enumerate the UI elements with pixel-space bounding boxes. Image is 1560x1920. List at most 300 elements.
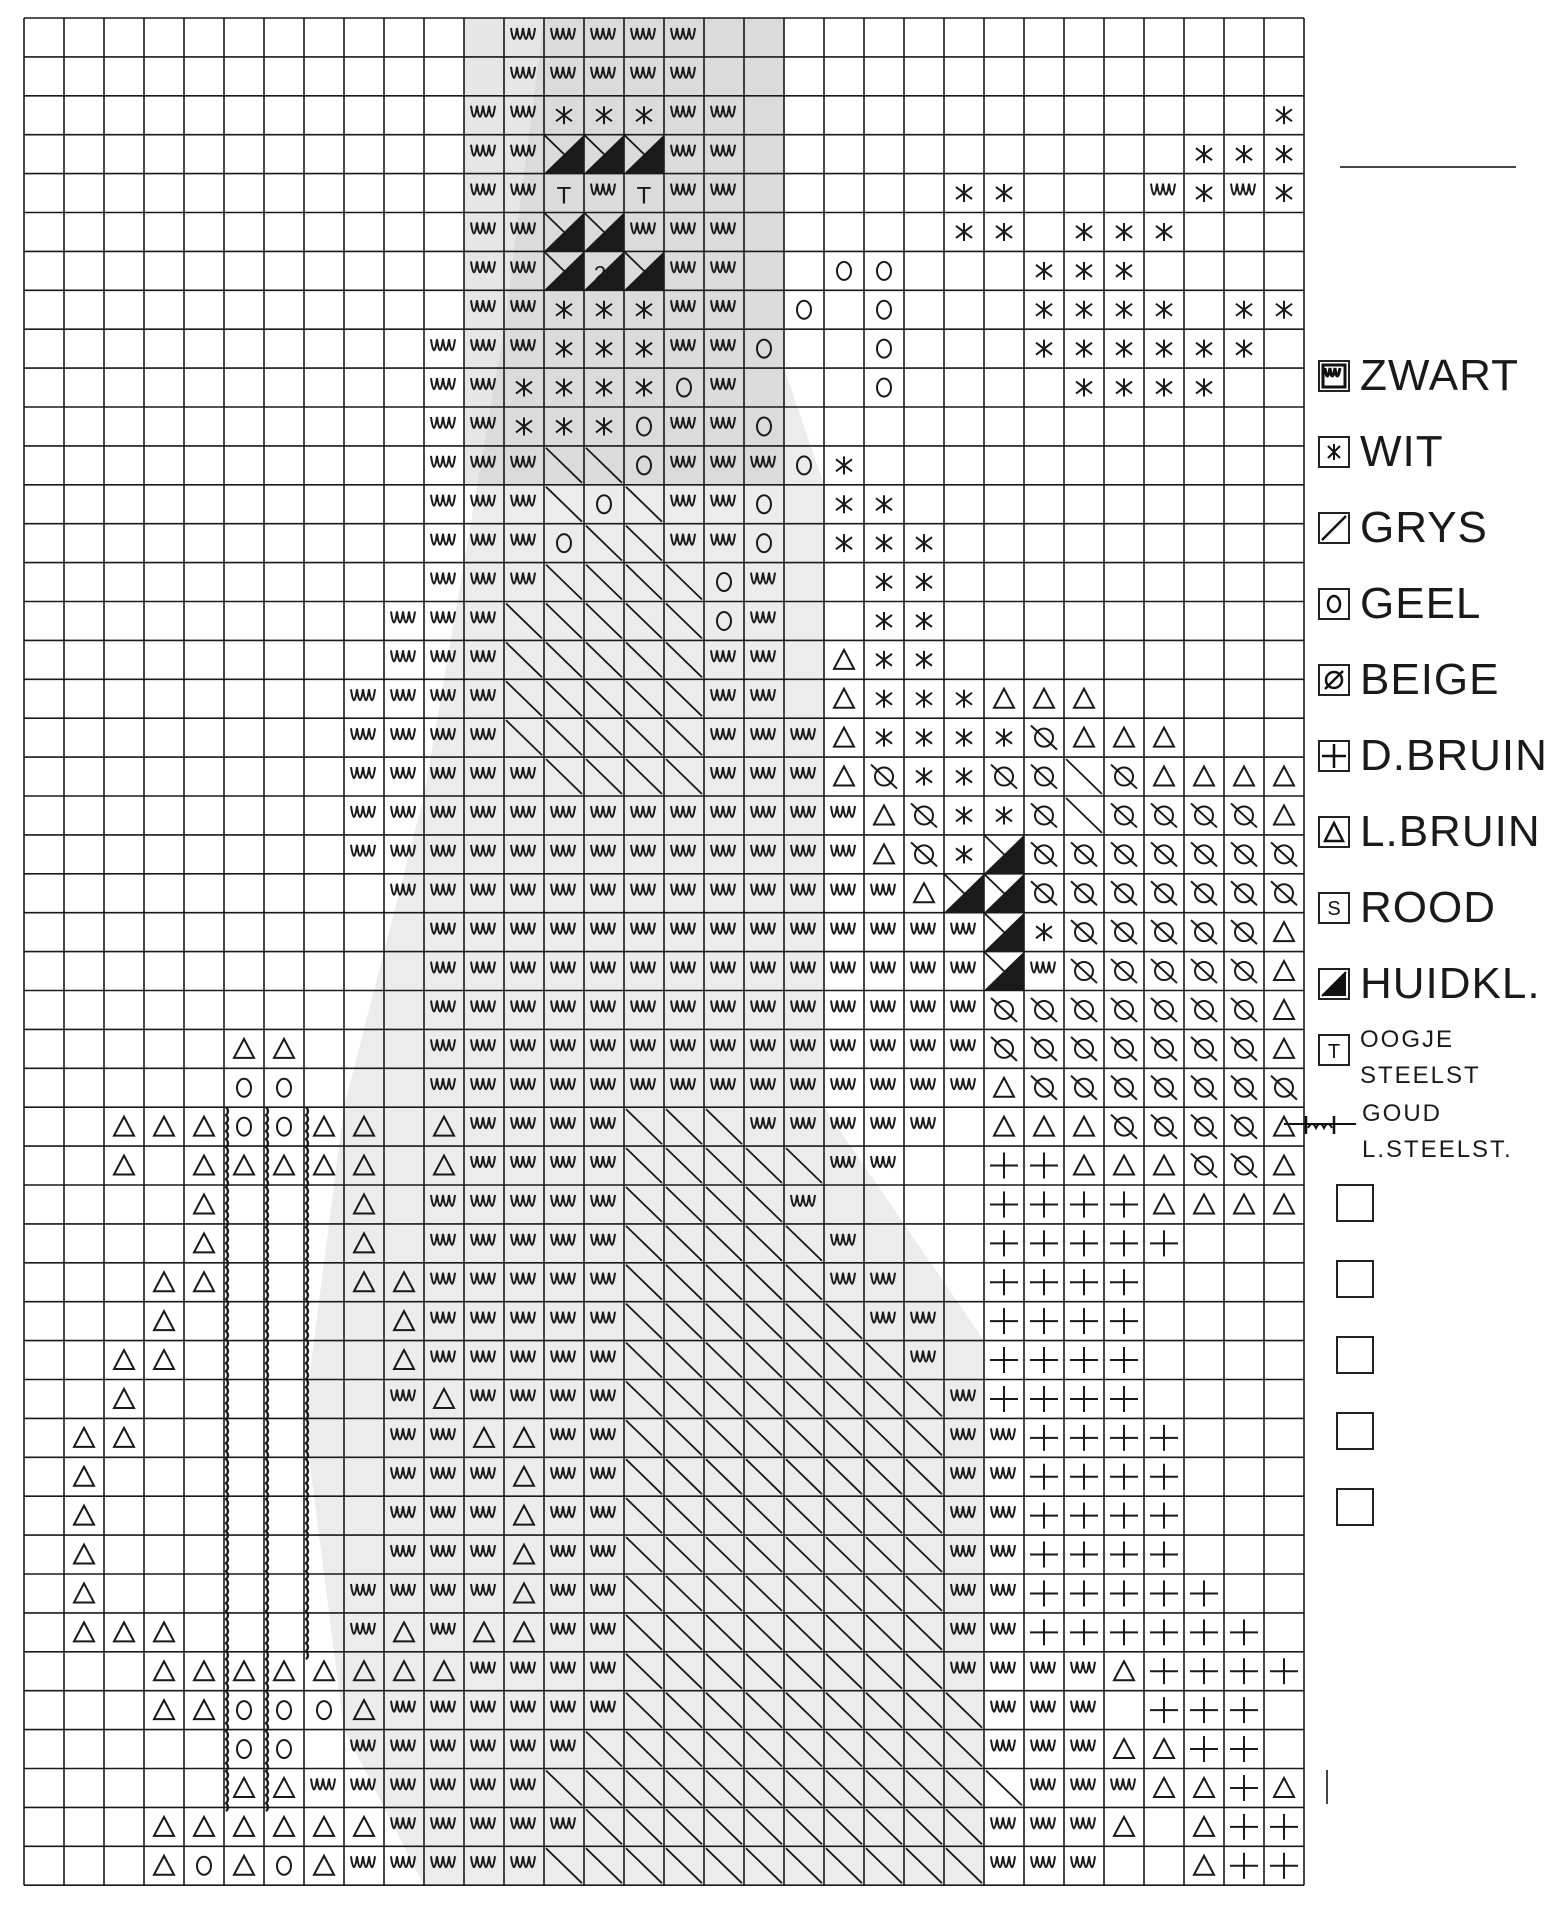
geel-stitch xyxy=(277,1701,291,1719)
zwart-stitch xyxy=(1071,1662,1095,1673)
empty-legend-slots xyxy=(1318,1184,1554,1526)
zwart-stitch xyxy=(871,1156,895,1167)
zwart-stitch xyxy=(991,1467,1015,1478)
wit-stitch xyxy=(1076,301,1092,319)
geel-stitch xyxy=(317,1701,331,1719)
zwart-stitch xyxy=(951,1039,975,1050)
lbruin-stitch xyxy=(1154,1739,1174,1758)
zwart-stitch xyxy=(1031,962,1055,973)
wit-stitch xyxy=(1236,145,1252,163)
legend-label: ZWART xyxy=(1360,351,1519,400)
legend-oogje xyxy=(1318,1022,1554,1096)
wit-stitch xyxy=(876,612,892,630)
zwart-stitch xyxy=(1031,1662,1055,1673)
zwart-stitch xyxy=(1231,184,1255,195)
zwart-stitch xyxy=(951,1001,975,1012)
dbruin-stitch xyxy=(990,1153,1018,1179)
geel-stitch xyxy=(877,340,891,358)
zwart-stitch xyxy=(431,495,455,506)
lbruin-stitch xyxy=(154,1661,174,1680)
lbruin-stitch xyxy=(1194,1194,1214,1213)
dbruin-stitch xyxy=(1110,1269,1138,1295)
zwart-stitch xyxy=(991,1662,1015,1673)
geel-stitch xyxy=(877,262,891,280)
oogje-key-icon xyxy=(1318,1034,1350,1066)
wit-stitch xyxy=(1116,379,1132,397)
zwart-stitch xyxy=(431,456,455,467)
dbruin-stitch xyxy=(1030,1580,1058,1606)
dbruin-stitch xyxy=(1150,1542,1178,1568)
geel-stitch xyxy=(877,301,891,319)
lbruin-stitch xyxy=(314,1856,334,1875)
zwart-stitch xyxy=(431,573,455,584)
lbruin-stitch xyxy=(1034,689,1054,708)
empty-key-icon xyxy=(1336,1336,1374,1374)
legend-label: GOUD xyxy=(1362,1100,1442,1127)
dbruin-stitch xyxy=(1190,1619,1218,1645)
wit-stitch xyxy=(916,534,932,552)
zwart-stitch xyxy=(871,1039,895,1050)
zwart-stitch xyxy=(431,378,455,389)
wit-stitch xyxy=(1196,379,1212,397)
dbruin-stitch xyxy=(1110,1347,1138,1373)
wit-stitch xyxy=(1196,145,1212,163)
dbruin-stitch xyxy=(1270,1853,1298,1879)
wit-stitch xyxy=(1276,145,1292,163)
lbruin-stitch xyxy=(1274,1000,1294,1019)
legend-label: HUIDKL. xyxy=(1360,959,1541,1008)
lbruin-stitch xyxy=(1114,1739,1134,1758)
wit-stitch xyxy=(1156,223,1172,241)
zwart-stitch xyxy=(351,767,375,778)
legend-label: L.BRUIN xyxy=(1360,807,1541,856)
zwart-stitch xyxy=(991,1856,1015,1867)
lbruin-stitch xyxy=(74,1428,94,1447)
zwart-stitch xyxy=(351,1856,375,1867)
wit-stitch xyxy=(1076,340,1092,358)
wit-stitch xyxy=(956,806,972,824)
zwart-stitch xyxy=(991,1740,1015,1751)
geel-stitch xyxy=(277,1857,291,1875)
huidkl-key-icon xyxy=(1318,968,1350,1000)
wit-stitch xyxy=(1156,340,1172,358)
zwart-stitch xyxy=(991,1701,1015,1712)
lbruin-stitch xyxy=(114,1389,134,1408)
lbruin-stitch xyxy=(74,1583,94,1602)
lbruin-stitch xyxy=(1074,728,1094,747)
wit-stitch xyxy=(1276,184,1292,202)
zwart-stitch xyxy=(911,1117,935,1128)
zwart-stitch xyxy=(991,1817,1015,1828)
dbruin-stitch xyxy=(1030,1542,1058,1568)
wit-stitch xyxy=(836,456,852,474)
zwart-stitch xyxy=(391,689,415,700)
zwart-stitch xyxy=(871,1078,895,1089)
zwart-stitch xyxy=(391,728,415,739)
wit-stitch xyxy=(836,534,852,552)
lbruin-stitch xyxy=(314,1117,334,1136)
zwart-stitch xyxy=(831,884,855,895)
wit-stitch xyxy=(1116,301,1132,319)
dbruin-stitch xyxy=(1110,1503,1138,1529)
wit-stitch xyxy=(1196,340,1212,358)
wit-key-icon xyxy=(1318,436,1350,468)
geel-stitch xyxy=(237,1740,251,1758)
empty-key-icon xyxy=(1336,1260,1374,1298)
legend-beige xyxy=(1318,642,1554,718)
lbruin-stitch xyxy=(994,1078,1014,1097)
zwart-stitch xyxy=(871,884,895,895)
geel-stitch xyxy=(837,262,851,280)
pencil-mark xyxy=(1326,1770,1328,1804)
geel-stitch xyxy=(197,1857,211,1875)
lbruin-stitch xyxy=(1034,1117,1054,1136)
dbruin-stitch xyxy=(990,1230,1018,1256)
legend-label: OOGJE xyxy=(1360,1026,1455,1053)
dbruin-stitch xyxy=(1150,1580,1178,1606)
zwart-stitch xyxy=(831,962,855,973)
lbruin-stitch xyxy=(234,1039,254,1058)
zwart-stitch xyxy=(951,1078,975,1089)
wit-stitch xyxy=(956,768,972,786)
wit-stitch xyxy=(916,612,932,630)
wit-stitch xyxy=(1036,923,1052,941)
lbruin-stitch xyxy=(274,1039,294,1058)
grys-stitch xyxy=(1066,759,1102,794)
zwart-stitch xyxy=(951,962,975,973)
lbruin-stitch xyxy=(1274,805,1294,824)
legend-label: BEIGE xyxy=(1360,655,1500,704)
dbruin-stitch xyxy=(1110,1464,1138,1490)
dbruin-stitch xyxy=(1030,1425,1058,1451)
wit-stitch xyxy=(996,223,1012,241)
grys-stitch xyxy=(986,1771,1022,1806)
goud-backstitch xyxy=(266,1107,268,1811)
zwart-stitch xyxy=(431,534,455,545)
lbruin-key-icon xyxy=(1318,816,1350,848)
lbruin-stitch xyxy=(834,650,854,669)
dbruin-stitch xyxy=(1030,1308,1058,1334)
lbruin-stitch xyxy=(194,1194,214,1213)
wit-stitch xyxy=(1036,262,1052,280)
zwart-stitch xyxy=(911,1001,935,1012)
dbruin-stitch xyxy=(1070,1308,1098,1334)
zwart-stitch xyxy=(1031,1740,1055,1751)
lbruin-stitch xyxy=(154,1350,174,1369)
dbruin-stitch xyxy=(1230,1775,1258,1801)
zwart-stitch xyxy=(991,1506,1015,1517)
empty-key-icon xyxy=(1336,1412,1374,1450)
dbruin-stitch xyxy=(1030,1230,1058,1256)
dbruin-stitch xyxy=(1070,1191,1098,1217)
dbruin-stitch xyxy=(1110,1308,1138,1334)
dbruin-stitch xyxy=(1070,1464,1098,1490)
dbruin-stitch xyxy=(1270,1814,1298,1840)
dbruin-stitch xyxy=(1270,1658,1298,1684)
legend-label: GRYS xyxy=(1360,503,1488,552)
dbruin-stitch xyxy=(990,1386,1018,1412)
lbruin-stitch xyxy=(1274,1039,1294,1058)
lbruin-stitch xyxy=(74,1467,94,1486)
dbruin-stitch xyxy=(1070,1503,1098,1529)
zwart-stitch xyxy=(1151,184,1175,195)
zwart-stitch xyxy=(431,339,455,350)
zwart-stitch xyxy=(1031,1701,1055,1712)
wit-stitch xyxy=(876,729,892,747)
zwart-stitch xyxy=(1071,1856,1095,1867)
legend-lbruin xyxy=(1318,794,1554,870)
dbruin-stitch xyxy=(990,1308,1018,1334)
zwart-stitch xyxy=(1071,1817,1095,1828)
dbruin-stitch xyxy=(1030,1464,1058,1490)
zwart-stitch xyxy=(351,806,375,817)
zwart-stitch xyxy=(831,1078,855,1089)
geel-stitch xyxy=(277,1740,291,1758)
goud-backstitch xyxy=(306,1107,308,1659)
dbruin-stitch xyxy=(1110,1619,1138,1645)
lbruin-stitch xyxy=(154,1817,174,1836)
wit-stitch xyxy=(1236,340,1252,358)
lbruin-stitch xyxy=(314,1661,334,1680)
empty-key-icon xyxy=(1336,1488,1374,1526)
zwart-stitch xyxy=(911,962,935,973)
legend-label: ROOD xyxy=(1360,883,1496,932)
wit-stitch xyxy=(916,651,932,669)
wit-stitch xyxy=(956,223,972,241)
lbruin-stitch xyxy=(154,1311,174,1330)
zwart-stitch xyxy=(1071,1701,1095,1712)
zwart-stitch xyxy=(831,923,855,934)
dbruin-stitch xyxy=(1150,1503,1178,1529)
wit-stitch xyxy=(1116,223,1132,241)
dbruin-stitch xyxy=(1230,1814,1258,1840)
oogje-stitch: T xyxy=(556,182,572,210)
zwart-stitch xyxy=(991,1545,1015,1556)
oogje-stitch: T xyxy=(636,182,652,210)
lbruin-stitch xyxy=(274,1817,294,1836)
lbruin-stitch xyxy=(834,728,854,747)
lbruin-stitch xyxy=(74,1622,94,1641)
zwart-key-icon xyxy=(1318,360,1350,392)
lbruin-stitch xyxy=(1274,1194,1294,1213)
zwart-stitch xyxy=(391,806,415,817)
wit-stitch xyxy=(876,651,892,669)
zwart-stitch xyxy=(991,1623,1015,1634)
wit-stitch xyxy=(1196,184,1212,202)
dbruin-stitch xyxy=(1150,1658,1178,1684)
lbruin-stitch xyxy=(1154,728,1174,747)
wit-stitch xyxy=(996,729,1012,747)
wit-stitch xyxy=(1076,262,1092,280)
geel-stitch xyxy=(237,1079,251,1097)
dbruin-stitch xyxy=(1030,1386,1058,1412)
zwart-stitch xyxy=(1071,1779,1095,1790)
zwart-stitch xyxy=(991,1584,1015,1595)
dbruin-stitch xyxy=(1070,1347,1098,1373)
dbruin-stitch xyxy=(990,1191,1018,1217)
goud-backstitch xyxy=(226,1107,228,1811)
geel-key-icon xyxy=(1318,588,1350,620)
zwart-stitch xyxy=(911,1039,935,1050)
lbruin-stitch xyxy=(154,1622,174,1641)
dbruin-stitch xyxy=(1230,1697,1258,1723)
dbruin-stitch xyxy=(1070,1580,1098,1606)
dbruin-key-icon xyxy=(1318,740,1350,772)
lbruin-stitch xyxy=(114,1156,134,1175)
dbruin-stitch xyxy=(1110,1230,1138,1256)
zwart-stitch xyxy=(831,1039,855,1050)
lbruin-stitch xyxy=(234,1817,254,1836)
wit-stitch xyxy=(1236,301,1252,319)
lbruin-stitch xyxy=(354,1817,374,1836)
lbruin-stitch xyxy=(1114,1817,1134,1836)
lbruin-stitch xyxy=(114,1117,134,1136)
wit-stitch xyxy=(1116,340,1132,358)
dbruin-stitch xyxy=(1070,1269,1098,1295)
lbruin-stitch xyxy=(1154,1778,1174,1797)
dbruin-stitch xyxy=(1230,1853,1258,1879)
lbruin-stitch xyxy=(1274,767,1294,786)
lbruin-stitch xyxy=(1114,1661,1134,1680)
zwart-stitch xyxy=(991,1428,1015,1439)
legend-goud xyxy=(1282,1096,1554,1170)
lbruin-stitch xyxy=(274,1778,294,1797)
pencil-mark xyxy=(1340,166,1516,168)
zwart-stitch xyxy=(911,923,935,934)
oogje-symbol: T xyxy=(1327,1041,1341,1063)
lbruin-stitch xyxy=(1194,1817,1214,1836)
lbruin-stitch xyxy=(194,1272,214,1291)
legend-label: GEEL xyxy=(1360,579,1482,628)
dbruin-stitch xyxy=(1070,1425,1098,1451)
legend-dbruin xyxy=(1318,718,1554,794)
lbruin-stitch xyxy=(194,1661,214,1680)
wit-stitch xyxy=(996,806,1012,824)
lbruin-stitch xyxy=(234,1778,254,1797)
lbruin-stitch xyxy=(154,1272,174,1291)
lbruin-stitch xyxy=(234,1156,254,1175)
lbruin-stitch xyxy=(1234,767,1254,786)
zwart-stitch xyxy=(431,417,455,428)
lbruin-stitch xyxy=(154,1117,174,1136)
dbruin-stitch xyxy=(1110,1542,1138,1568)
lbruin-stitch xyxy=(834,767,854,786)
lbruin-stitch xyxy=(114,1350,134,1369)
legend-wit xyxy=(1318,414,1554,490)
zwart-stitch xyxy=(311,1779,335,1790)
lbruin-stitch xyxy=(834,689,854,708)
legend xyxy=(1318,338,1554,1564)
wit-stitch xyxy=(956,690,972,708)
dbruin-stitch xyxy=(1230,1619,1258,1645)
goud-line-icon xyxy=(1282,1106,1358,1146)
lbruin-stitch xyxy=(194,1156,214,1175)
legend-huidkl xyxy=(1318,946,1554,1022)
lbruin-stitch xyxy=(1154,1156,1174,1175)
zwart-stitch xyxy=(1071,1740,1095,1751)
wit-stitch xyxy=(1036,301,1052,319)
grys-key-icon xyxy=(1318,512,1350,544)
lbruin-stitch xyxy=(1274,922,1294,941)
wit-stitch xyxy=(916,690,932,708)
rood-symbol: S xyxy=(1327,898,1341,920)
lbruin-stitch xyxy=(1074,1156,1094,1175)
rood-key-icon xyxy=(1318,892,1350,924)
legend-label: WIT xyxy=(1360,427,1444,476)
grid-lines xyxy=(24,18,1304,1885)
geel-stitch xyxy=(877,379,891,397)
wit-stitch xyxy=(956,729,972,747)
dbruin-stitch xyxy=(1030,1503,1058,1529)
dbruin-stitch xyxy=(1190,1658,1218,1684)
lbruin-stitch xyxy=(914,883,934,902)
wit-stitch xyxy=(956,184,972,202)
dbruin-stitch xyxy=(1230,1658,1258,1684)
wit-stitch xyxy=(1156,301,1172,319)
zwart-stitch xyxy=(351,845,375,856)
lbruin-stitch xyxy=(194,1117,214,1136)
lbruin-stitch xyxy=(114,1622,134,1641)
grys-stitch xyxy=(1066,798,1102,833)
lbruin-stitch xyxy=(994,1117,1014,1136)
lbruin-stitch xyxy=(194,1233,214,1252)
wit-stitch xyxy=(1036,340,1052,358)
zwart-stitch xyxy=(391,767,415,778)
lbruin-stitch xyxy=(154,1856,174,1875)
lbruin-stitch xyxy=(314,1817,334,1836)
wit-stitch xyxy=(956,845,972,863)
zwart-stitch xyxy=(1031,1856,1055,1867)
dbruin-stitch xyxy=(1190,1697,1218,1723)
lbruin-stitch xyxy=(1194,1856,1214,1875)
lbruin-stitch xyxy=(314,1156,334,1175)
zwart-stitch xyxy=(351,689,375,700)
lbruin-stitch xyxy=(994,689,1014,708)
dbruin-stitch xyxy=(1030,1153,1058,1179)
dbruin-stitch xyxy=(1070,1230,1098,1256)
legend-rood xyxy=(1318,870,1554,946)
lbruin-stitch xyxy=(74,1545,94,1564)
zwart-stitch xyxy=(1031,1817,1055,1828)
zwart-stitch xyxy=(871,1117,895,1128)
lbruin-stitch xyxy=(194,1817,214,1836)
legend-zwart xyxy=(1318,338,1554,414)
legend-geel xyxy=(1318,566,1554,642)
dbruin-stitch xyxy=(1190,1580,1218,1606)
lbruin-stitch xyxy=(1074,689,1094,708)
wit-stitch xyxy=(916,729,932,747)
zwart-stitch xyxy=(831,845,855,856)
dbruin-stitch xyxy=(1110,1386,1138,1412)
dbruin-stitch xyxy=(990,1347,1018,1373)
lbruin-stitch xyxy=(154,1700,174,1719)
geel-stitch xyxy=(237,1701,251,1719)
wit-stitch xyxy=(876,495,892,513)
wit-stitch xyxy=(836,495,852,513)
geel-stitch xyxy=(237,1118,251,1136)
dbruin-stitch xyxy=(1030,1619,1058,1645)
dbruin-stitch xyxy=(990,1269,1018,1295)
dbruin-stitch xyxy=(1150,1425,1178,1451)
lbruin-stitch xyxy=(114,1428,134,1447)
zwart-stitch xyxy=(391,650,415,661)
dbruin-stitch xyxy=(1190,1736,1218,1762)
lbruin-stitch xyxy=(194,1700,214,1719)
lbruin-stitch xyxy=(1114,1156,1134,1175)
lbruin-stitch xyxy=(1234,1194,1254,1213)
dbruin-stitch xyxy=(1070,1542,1098,1568)
lbruin-stitch xyxy=(1114,728,1134,747)
